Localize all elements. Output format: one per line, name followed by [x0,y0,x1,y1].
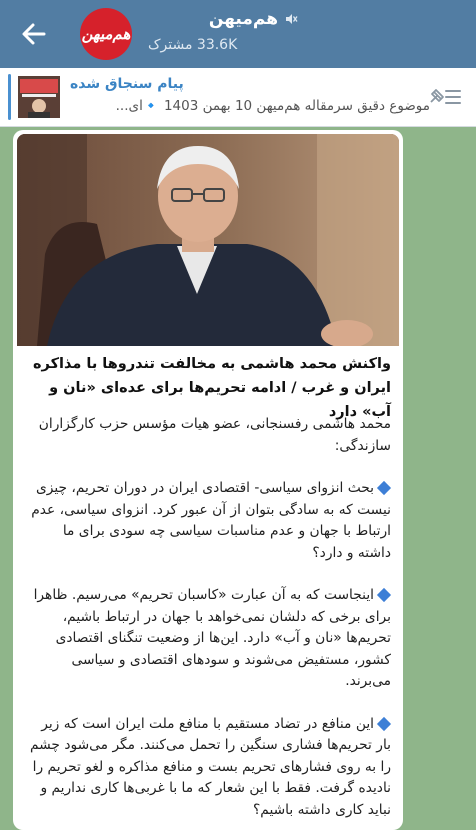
chat-header [0,0,476,68]
blue-diamond-icon [377,588,391,602]
pin-list-icon[interactable] [428,86,462,108]
pinned-thumbnail [18,76,60,118]
pinned-text: موضوع دقیق سرمقاله هم‌میهن 10 بهمن 1403 🔹ای... [115,98,430,114]
channel-avatar[interactable] [80,8,132,60]
post-paragraph: این منافع در تضاد مستقیم با منافع ملت ایران است که زیر بار تحریم‌ها فشاری سنگین را تحمل می‌کنند. مگر می‌شود چشم را به روی فشارهای تحریم بست و منافع مذاکره و لغو تحریم را نادیده گرفت. فقط با این شعار که ما با غربی‌ها کاری نداریم و نباید کاری داشته باشیم؟ [29,715,391,818]
channel-post[interactable] [13,130,403,830]
pinned-message-bar[interactable] [0,68,476,127]
blue-diamond-icon [377,716,391,730]
blue-diamond-icon [377,481,391,495]
avatar-logo-text: هم‌میهن [81,25,131,43]
post-title: واکنش محمد هاشمی به مخالفت تندروها با مذاکره ایران و غرب / ادامه تحریم‌ها برای عده‌ای «نان و آب» دارد [32,356,391,420]
channel-title[interactable] [148,9,298,29]
subscriber-count: 33.6K مشترک [148,37,238,53]
post-body [27,414,391,830]
pinned-title: پیام سنجاق شده [70,76,184,92]
post-paragraph: بحث انزوای سیاسی- اقتصادی ایران در دوران تحریم، چیزی نیست که به سادگی بتوان از آن عبور کرد. انزوای سیاسی، عدم ارتباط با جهان و عدم مناسبات سیاسی چه سودی برای ما داشته و دارد؟ [31,480,391,561]
post-photo[interactable] [17,134,399,346]
post-intro: محمد هاشمی رفسنجانی، عضو هیات مؤسس حزب کارگزاران سازندگی: [38,416,391,454]
post-paragraph: اینجاست که به آن عبارت «کاسبان تحریم» می‌رسیم. ظاهرا برای برخی که دلشان نمی‌خواهد با جهان در ارتباط باشیم، تحریم‌ها «نان و آب» دارد. این‌ها از وضعیت تنگنای اقتصادی کشور، مستفیض می‌شوند و سودهای اقتصادی و سیاسی می‌برند. [33,587,391,689]
channel-name: هم‌میهن [208,9,278,29]
mute-icon [284,12,298,26]
pinned-indicator [8,74,11,120]
back-arrow-icon[interactable] [18,18,50,50]
